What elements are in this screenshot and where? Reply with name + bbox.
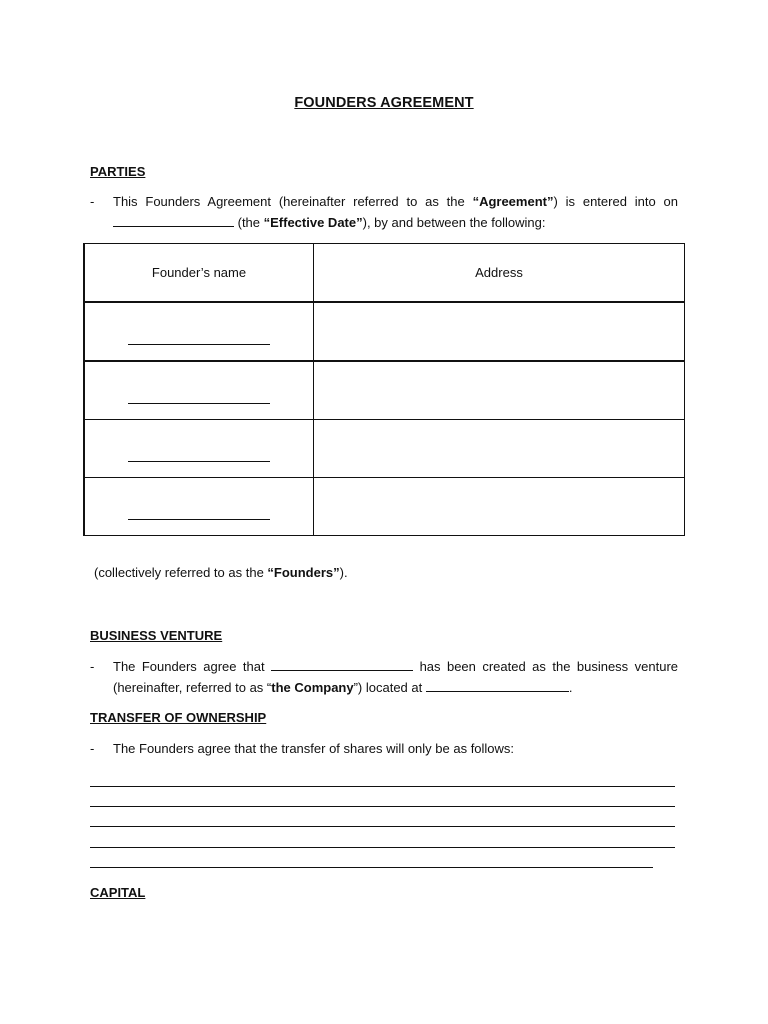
transfer-blank-line-5[interactable]	[90, 867, 653, 868]
address-cell[interactable]	[314, 361, 685, 420]
company-name-blank[interactable]	[271, 657, 413, 671]
founder-name-blank	[128, 461, 270, 462]
business-paragraph	[113, 656, 678, 698]
business-text-b: has been created as the business venture	[419, 659, 678, 674]
founders-term: “Founders”	[267, 565, 340, 580]
table-row	[84, 361, 685, 420]
business-text-a: The Founders agree that	[113, 659, 265, 674]
company-term: the Company	[271, 680, 354, 695]
parties-bullet: -	[90, 194, 95, 209]
founder-name-blank	[128, 344, 270, 345]
business-line-2	[113, 677, 678, 698]
business-text-e: ”) located at	[353, 680, 423, 695]
founder-name-cell[interactable]	[84, 361, 314, 420]
transfer-blank-line-2[interactable]	[90, 806, 675, 807]
table-row	[84, 478, 685, 536]
parties-line-2	[113, 212, 678, 233]
business-text-f: .	[568, 680, 573, 695]
founder-name-blank	[128, 519, 270, 520]
business-venture-heading: BUSINESS VENTURE	[90, 628, 223, 643]
business-text-c: (hereinafter, referred to as “	[113, 680, 272, 695]
collective-text-c: ).	[339, 565, 348, 580]
address-cell[interactable]	[314, 420, 685, 478]
company-location-blank[interactable]	[426, 678, 569, 692]
founder-name-cell[interactable]	[84, 478, 314, 536]
collective-text-a: (collectively referred to as the	[94, 565, 268, 580]
founder-name-cell[interactable]	[84, 302, 314, 361]
address-header: Address	[314, 244, 685, 303]
transfer-blank-line-4[interactable]	[90, 847, 675, 848]
transfer-paragraph: The Founders agree that the transfer of shares will only be as follows:	[113, 741, 515, 756]
transfer-blank-line-1[interactable]	[90, 786, 675, 787]
transfer-blank-line-3[interactable]	[90, 826, 675, 827]
collective-note	[94, 565, 348, 580]
effective-date-term: “Effective Date”	[263, 215, 363, 230]
founders-table	[83, 243, 685, 536]
parties-text-f: ), by and between the following:	[362, 215, 546, 230]
parties-text-c: ) is entered into on	[553, 194, 678, 209]
founder-name-cell[interactable]	[84, 420, 314, 478]
address-cell[interactable]	[314, 478, 685, 536]
table-header-row	[84, 244, 685, 303]
table-row	[84, 420, 685, 478]
transfer-heading: TRANSFER OF OWNERSHIP	[90, 710, 267, 725]
transfer-bullet: -	[90, 741, 95, 756]
table-row	[84, 302, 685, 361]
parties-text-d: (the	[234, 215, 264, 230]
effective-date-blank[interactable]	[113, 213, 234, 227]
parties-line-1	[113, 191, 678, 212]
document-title: FOUNDERS AGREEMENT	[294, 95, 474, 111]
capital-heading: CAPITAL	[90, 885, 146, 900]
address-cell[interactable]	[314, 302, 685, 361]
agreement-term: “Agreement”	[472, 194, 554, 209]
business-bullet: -	[90, 659, 95, 674]
founder-name-header: Founder’s name	[84, 244, 314, 303]
parties-paragraph	[113, 191, 678, 233]
parties-text-a: This Founders Agreement (hereinafter referred to as the	[113, 194, 473, 209]
business-line-1	[113, 656, 678, 677]
parties-heading: PARTIES	[90, 164, 146, 179]
founder-name-blank	[128, 403, 270, 404]
